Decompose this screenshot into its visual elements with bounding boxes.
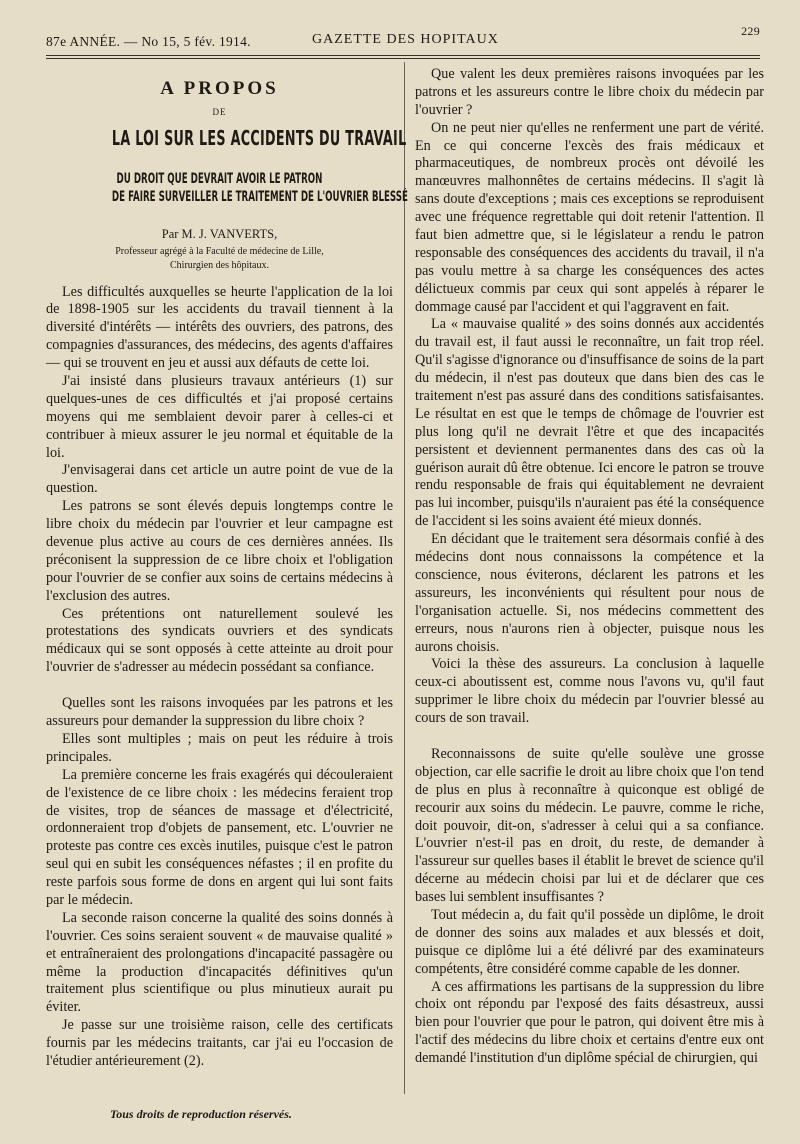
paragraph: On ne peut nier qu'elles ne renferment une part de vérité. En ce qui concerne l'excès des frais médicaux et pharmaceutiques, de nombreux procès ont dévoilé les manœuvres malhonnêtes de certains médecins. Il s'agit là sans doute d'exceptions ; mais ces exceptions se reproduisent avec une fréquence regrettable qui doit retenir l'attention. Il faut bien admettre que, si le législateur a rendu le patron responsable des conséquences des accidents du travail, il n'a pas voulu mettre à sa charge les conséquences des actes délictueux commis par ceux qui sont appelés à réparer le dommage causé par l'accident et qui l'aggravent en fait. — [415, 119, 764, 315]
article-title: LA LOI SUR LES ACCIDENTS DU TRAVAIL — [111, 125, 407, 150]
paragraph: La première concerne les frais exagérés qui découleraient de l'existence de ce libre choix : les médecins feraient trop de visites, trop de séances de massage et d'électricité, ordonneraient trop d'objets de pansement, etc. L'ouvrier ne proteste pas contre ces excès inutiles, puisque c'est le patron seul qui en subit les conséquences néfastes ; il en profite du reste parfois sous forme de dons en argent qui lui sont faits par le médecin. — [46, 766, 393, 908]
paragraph: Quelles sont les raisons invoquées par les patrons et les assureurs pour demander la suppression du libre choix ? — [46, 695, 393, 730]
author-affiliation-2: Chirurgien des hôpitaux. — [170, 259, 269, 271]
article-heading — [46, 78, 408, 272]
paragraph: Ces prétentions ont naturellement soulevé les protestations des syndicats ouvriers et des syndicats médicaux qui se sont opposés à cette atteinte au droit pour l'ouvrier de s'adresser au médecin possédant sa confiance. — [46, 605, 393, 676]
issue-info: 87e ANNÉE. — No 15, 5 fév. 1914. — [46, 34, 251, 49]
paragraph: Les patrons se sont élevés depuis longtemps contre le libre choix du médecin par l'ouvrier et leur campagne est devenue plus active au cours de ces dernières années. Ils préconisent la suppression de ce libre choix et l'obligation pour l'ouvrier de se confier aux soins de certains médecins à l'exclusion des autres. — [46, 498, 393, 604]
copyright-notice: Tous droits de reproduction réservés. — [110, 1107, 292, 1121]
paragraph: Reconnaissons de suite qu'elle soulève une grosse objection, car elle sacrifie le droit au libre choix que l'on tend de plus en plus à reconnaître à quiconque est obligé de recourir aux soins du médecin. Le pauvre, comme le riche, doit pouvoir, dit-on, s'adresser à celui qui a sa confiance. L'ouvrier n'est-il pas en droit, du reste, de demander à l'assureur sur quelles bases il établit le brevet de science qu'il décerne au médecin choisi par lui et de déclarer que ces bases lui semblent insuffisantes ? — [415, 745, 764, 906]
paragraph: J'envisagerai dans cet article un autre point de vue de la question. — [46, 462, 393, 497]
paragraph: La seconde raison concerne la qualité des soins donnés à l'ouvrier. Ces soins seraient souvent « de mauvaise qualité » et entraîneraient des prolongations d'incapacité passagère ou même la production d'incapacités définitives qu'un traitement plus scientifique ou plus minutieux aurait pu éviter. — [46, 909, 393, 1016]
paragraph: En décidant que le traitement sera désormais confié à des médecins dont nous connaissons la compétence et la conscience, nous éviterons, déclarent les patrons et les assureurs, les inconvénients qui résultent pour nous de l'organisation actuelle. Si, nos médecins commettent des erreurs, nous n'aurons rien à objecter, puisque nous les aurons choisis. — [415, 531, 764, 655]
paragraph: Que valent les deux premières raisons invoquées par les patrons et les assureurs contre le libre choix du médecin par l'ouvrier ? — [415, 66, 764, 118]
header-rule — [46, 55, 760, 56]
paragraph: A ces affirmations les partisans de la suppression du libre choix ont répondu par l'exposé des faits désastreux, aussi bien pour l'ouvrier que pour le patron, qui doivent être mis à l'actif des médecins du libre choix et certains d'entre eux ont demandé l'institution d'un diplôme spécial de chirurgien, qui — [415, 978, 764, 1067]
running-header — [46, 24, 760, 54]
column-divider — [404, 62, 405, 1094]
paragraph: La « mauvaise qualité » des soins donnés aux accidentés du travail est, il faut aussi le reconnaître, un fait trop réel. Qu'il s'agisse d'ignorance ou d'insuffisance de soins de la part du médecin, il n'est pas douteux que dans bien des cas le traitement n'est pas assuré dans des conditions satisfaisantes. Le résultat en est que le temps de chômage de l'ouvrier est plus long qu'il ne devrait l'être et que des incapacités persistent et deviennent permanentes dans des cas où la guérison aurait dû être obtenue. Ici encore le patron se trouve rendu responsable de frais qui équitablement ne devraient pas lui incomber, puisqu'ils n'auraient pas été la conséquence de l'accident si les soins avaient été mieux donnés. — [415, 316, 764, 530]
header-rule-double — [46, 58, 760, 59]
paragraph: J'ai insisté dans plusieurs travaux antérieurs (1) sur quelques-unes de ces difficultés et j'ai proposé certains moyens qui me semblaient devoir parer à celles-ci et contribuer à mieux assurer le jeu normal et équitable de la loi. — [46, 373, 393, 461]
paragraph: Je passe sur une troisième raison, celle des certificats fournis par les médecins traitants, car j'ai eu l'occasion de l'étudier antérieurement (2). — [46, 1017, 393, 1069]
journal-title: GAZETTE DES HOPITAUX — [312, 32, 499, 47]
paragraph: Elles sont multiples ; mais on peut les réduire à trois principales. — [46, 730, 393, 765]
page-number: 229 — [741, 24, 760, 38]
author-line: Par M. J. VANVERTS, — [161, 226, 278, 241]
author-affiliation-1: Professeur agrégé à la Faculté de médecine de Lille, — [115, 245, 324, 257]
right-column — [415, 66, 764, 1068]
article-subtitle-1: DU DROIT QUE DEVRAIT AVOIR LE PATRON — [116, 170, 323, 187]
heading-de: DE — [212, 106, 227, 117]
paragraph: Voici la thèse des assureurs. La conclusion à laquelle ceux-ci aboutissent est, comme nous l'avons vu, qu'il faut supprimer le libre choix du médecin par l'ouvrier blessé au cours de son travail. — [415, 656, 764, 727]
paragraph: Tout médecin a, du fait qu'il possède un diplôme, le droit de donner des soins aux malades et aux blessés et doit, puisque ce diplôme lui a été délivré par des examinateurs compétents, être considéré comme capable de les donner. — [415, 906, 764, 977]
article-subtitle-2: DE FAIRE SURVEILLER LE TRAITEMENT DE L'OUVRIER BLESSÉ — [111, 188, 408, 205]
paragraph: Les difficultés auxquelles se heurte l'application de la loi de 1898-1905 sur les accidents du travail tiennent à la diversité d'intérêts — intérêts des ouvriers, des patrons, des compagnies d'assurances, des médecins, des agents d'affaires — qui se trouvent en jeu et aussi aux défauts de cette loi. — [46, 283, 393, 372]
left-column — [46, 66, 408, 1071]
heading-apropos: A PROPOS — [160, 78, 279, 99]
